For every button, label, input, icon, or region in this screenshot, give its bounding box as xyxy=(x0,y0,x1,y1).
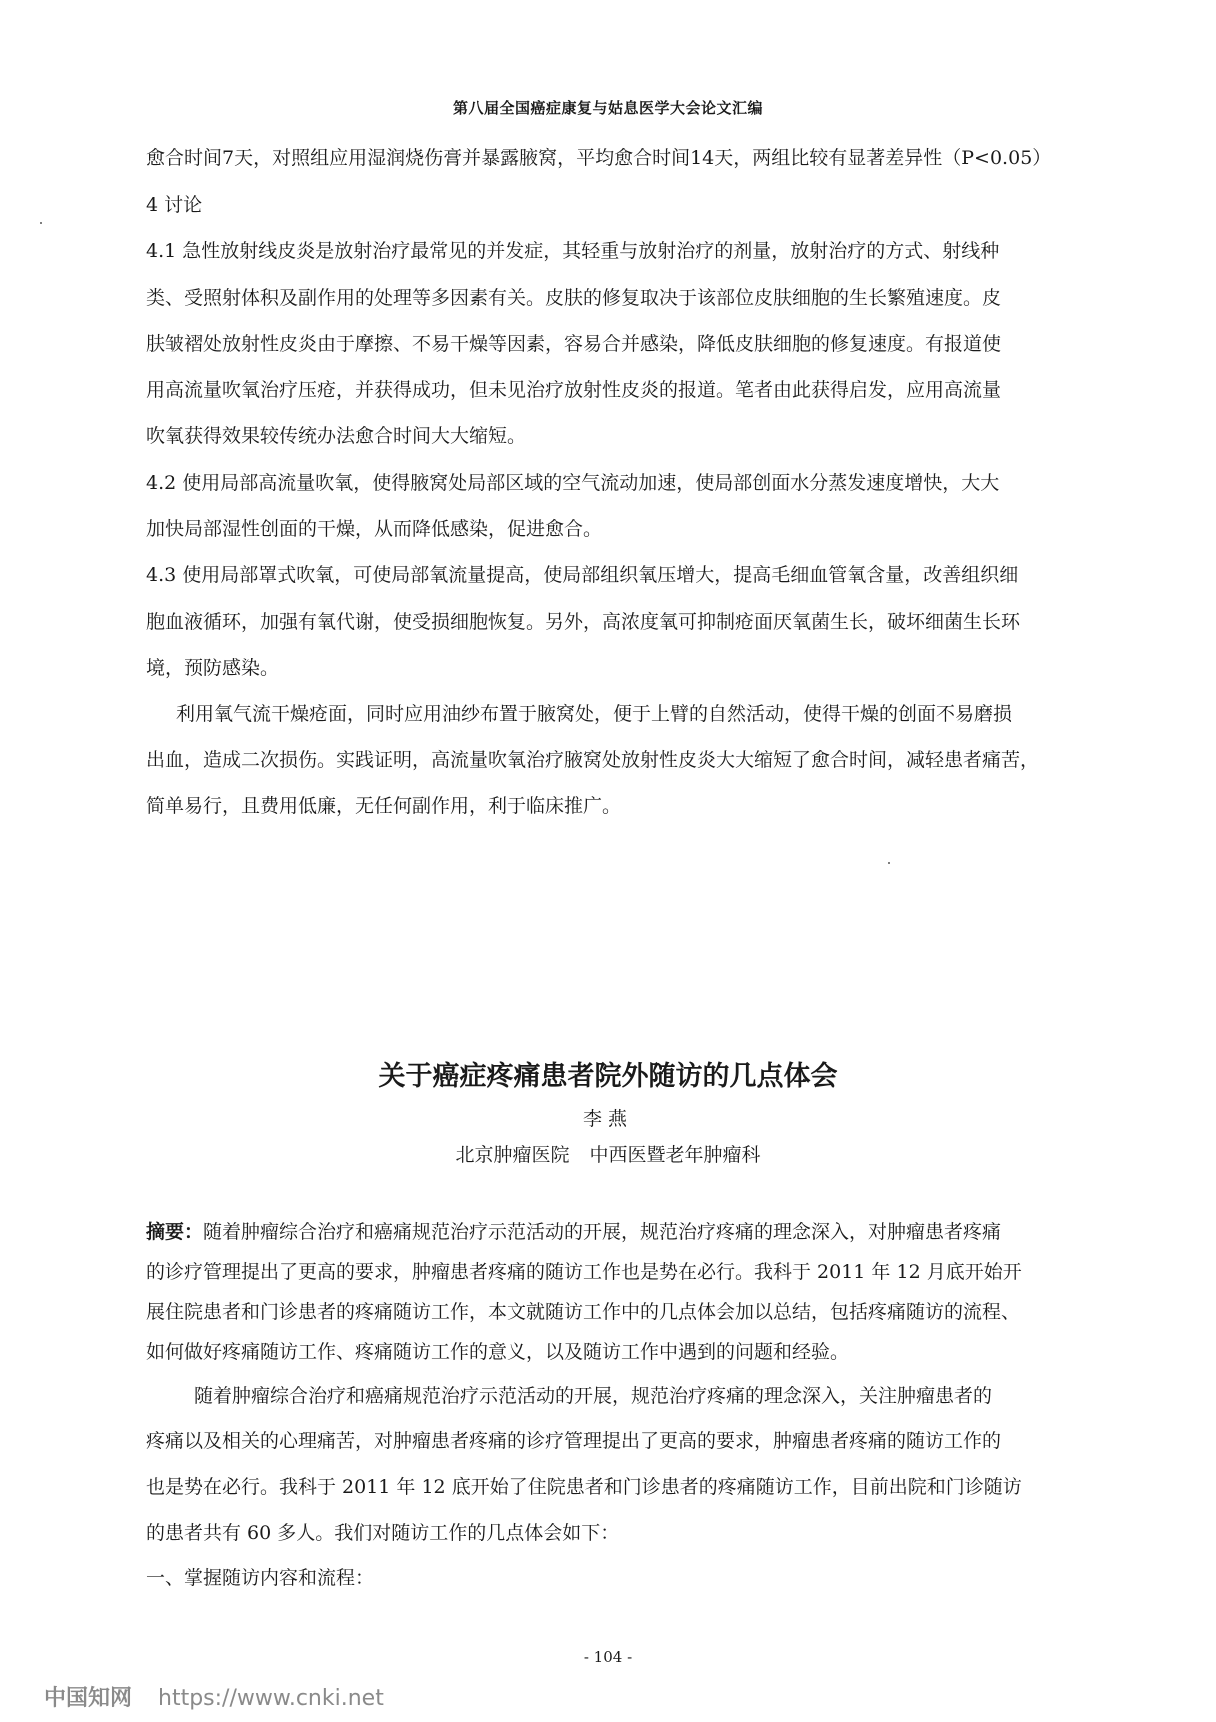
text-line: 愈合时间7天，对照组应用湿润烧伤膏并暴露腋窝，平均愈合时间14天，两组比较有显著差异性（P<0.05） xyxy=(146,147,1052,169)
section-heading: 4 讨论 xyxy=(146,194,203,216)
text-line: 利用氧气流干燥疮面，同时应用油纱布置于腋窝处，便于上臂的自然活动，使得干燥的创面不易磨损 xyxy=(176,703,1013,725)
text-line: 4.2 使用局部高流量吹氧，使得腋窝处局部区域的空气流动加速，使局部创面水分蒸发速度增快，大大 xyxy=(146,472,1000,494)
cnki-url: https://www.cnki.net xyxy=(158,1686,384,1711)
text-line: 简单易行，且费用低廉，无任何副作用，利于临床推广。 xyxy=(146,795,622,817)
article-author: 李燕 xyxy=(582,1108,633,1130)
body-line: 疼痛以及相关的心理痛苦，对肿瘤患者疼痛的诊疗管理提出了更高的要求，肿瘤患者疼痛的随访工作的 xyxy=(146,1430,1002,1452)
text-line: 加快局部湿性创面的干燥，从而降低感染，促进愈合。 xyxy=(146,518,603,540)
cnki-brand: 中国知网 xyxy=(44,1686,133,1711)
scan-speck xyxy=(40,222,42,224)
page-number: - 104 - xyxy=(583,1648,633,1666)
text-line: 胞血液循环，加强有氧代谢，使受损细胞恢复。另外，高浓度氧可抑制疮面厌氧菌生长，破坏细菌生长环 xyxy=(146,611,1021,633)
abstract-line: 展住院患者和门诊患者的疼痛随访工作，本文就随访工作中的几点体会加以总结，包括疼痛随访的流程、 xyxy=(146,1301,1021,1323)
text-line: 4.1 急性放射线皮炎是放射治疗最常见的并发症，其轻重与放射治疗的剂量，放射治疗的方式、射线种 xyxy=(146,240,1000,262)
text-line: 吹氧获得效果较传统办法愈合时间大大缩短。 xyxy=(146,425,527,447)
article-affiliation: 北京肿瘤医院 中西医暨老年肿瘤科 xyxy=(455,1144,761,1166)
article-title: 关于癌症疼痛患者院外随访的几点体会 xyxy=(378,1061,838,1092)
body-line: 的患者共有 60 多人。我们对随访工作的几点体会如下： xyxy=(146,1522,620,1544)
abstract-line: 的诊疗管理提出了更高的要求，肿瘤患者疼痛的随访工作也是势在必行。我科于 2011 年 12 月底开始开 xyxy=(146,1261,1022,1283)
text-line: 境，预防感染。 xyxy=(146,657,280,679)
body-line: 也是势在必行。我科于 2011 年 12 底开始了住院患者和门诊患者的疼痛随访工作，目前出院和门诊随访 xyxy=(146,1476,1022,1498)
text-line: 4.3 使用局部罩式吹氧，可使局部氧流量提高，使局部组织氧压增大，提高毛细血管氧含量，改善组织细 xyxy=(146,564,1019,586)
abstract-line: 如何做好疼痛随访工作、疼痛随访工作的意义，以及随访工作中遇到的问题和经验。 xyxy=(146,1341,850,1363)
text-line: 出血，造成二次损伤。实践证明，高流量吹氧治疗腋窝处放射性皮炎大大缩短了愈合时间，减轻患者痛苦， xyxy=(146,749,1040,771)
abstract-text: 随着肿瘤综合治疗和癌痛规范治疗示范活动的开展，规范治疗疼痛的理念深入，对肿瘤患者疼痛 xyxy=(203,1221,1002,1243)
text-line: 类、受照射体积及副作用的处理等多因素有关。皮肤的修复取决于该部位皮肤细胞的生长繁殖速度。皮 xyxy=(146,287,1002,309)
running-header: 第八届全国癌症康复与姑息医学大会论文汇编 xyxy=(452,99,763,117)
cnki-watermark xyxy=(44,1681,384,1712)
scan-speck xyxy=(888,862,890,864)
section-heading: 一、掌握随访内容和流程： xyxy=(146,1567,375,1589)
text-line: 肤皱褶处放射性皮炎由于摩擦、不易干燥等因素，容易合并感染，降低皮肤细胞的修复速度。有报道使 xyxy=(146,333,1002,355)
body-line: 随着肿瘤综合治疗和癌痛规范治疗示范活动的开展，规范治疗疼痛的理念深入，关注肿瘤患者的 xyxy=(194,1385,993,1407)
abstract-label: 摘要： xyxy=(146,1221,204,1243)
abstract-line xyxy=(146,1217,1126,1244)
text-line: 用高流量吹氧治疗压疮，并获得成功，但未见治疗放射性皮炎的报道。笔者由此获得启发，应用高流量 xyxy=(146,379,1002,401)
